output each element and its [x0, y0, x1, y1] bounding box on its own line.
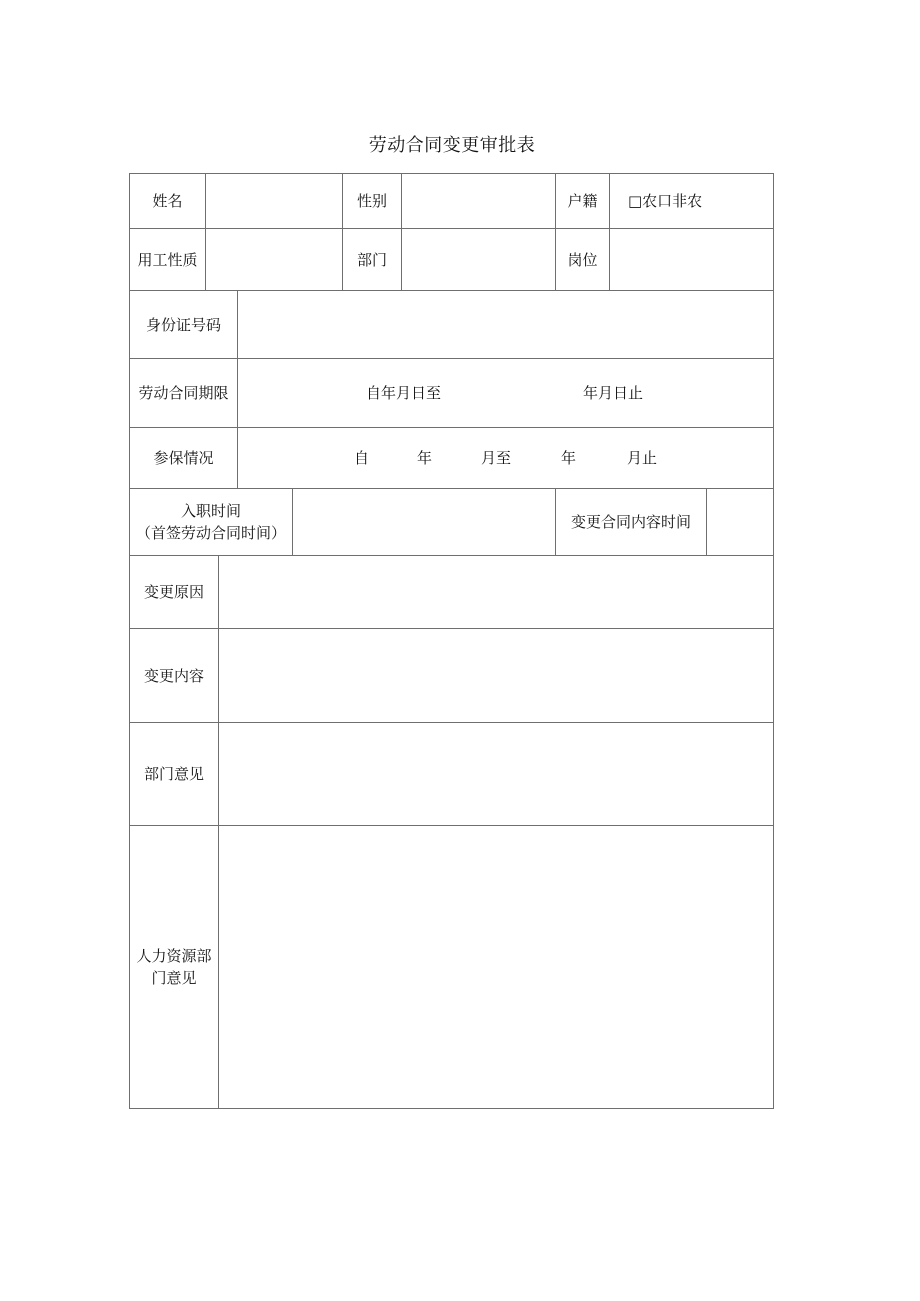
position-label: 岗位: [556, 229, 610, 291]
row-hr-opinion: [130, 826, 774, 1109]
row-dept-opinion: [130, 723, 774, 826]
row-change-reason: [130, 556, 774, 629]
gender-field[interactable]: [402, 174, 556, 229]
hr-opinion-label: [130, 826, 219, 1109]
name-field[interactable]: [206, 174, 343, 229]
insurance-from: 自: [354, 449, 370, 467]
entry-time-label: [130, 489, 293, 556]
entry-time-label-line2: （首签劳动合同时间）: [135, 524, 286, 542]
insurance-year-2: 年: [561, 449, 577, 467]
id-number-label: 身份证号码: [130, 291, 238, 359]
position-field[interactable]: [610, 229, 774, 291]
id-number-field[interactable]: [238, 291, 774, 359]
insurance-year-1: 年: [417, 449, 433, 467]
contract-term-from: 自年月日至: [366, 384, 442, 402]
row-contract-term: [130, 359, 774, 428]
row-id: [130, 291, 774, 359]
contract-term-field[interactable]: [238, 359, 774, 428]
change-time-label-text: 变更合同内容时间: [556, 489, 707, 555]
contract-change-form: [129, 173, 774, 1109]
insurance-month-end: 月止: [627, 449, 658, 467]
hukou-options[interactable]: □农口非农: [610, 174, 774, 229]
hr-opinion-label-line1: 人力资源部: [136, 947, 212, 965]
change-time-field[interactable]: [707, 489, 774, 555]
change-content-field[interactable]: [219, 629, 774, 723]
insurance-label: 参保情况: [130, 428, 238, 489]
entry-time-label-line1: 入职时间: [180, 502, 241, 520]
change-time-split: [556, 489, 773, 555]
row-personal: [130, 174, 774, 229]
employment-type-field[interactable]: [206, 229, 343, 291]
department-label: 部门: [343, 229, 402, 291]
hr-opinion-label-line2: 门意见: [151, 969, 197, 987]
change-time-label: [556, 489, 774, 556]
insurance-month-to: 月至: [481, 449, 512, 467]
change-content-label: 变更内容: [130, 629, 219, 723]
contract-term-to: 年月日止: [583, 384, 644, 402]
hr-opinion-field[interactable]: [219, 826, 774, 1109]
dept-opinion-label: 部门意见: [130, 723, 219, 826]
row-employment: [130, 229, 774, 291]
change-reason-label: 变更原因: [130, 556, 219, 629]
dept-opinion-field[interactable]: [219, 723, 774, 826]
row-entry-time: [130, 489, 774, 556]
hukou-label: 户籍: [556, 174, 610, 229]
employment-type-label: 用工性质: [130, 229, 206, 291]
department-field[interactable]: [402, 229, 556, 291]
contract-term-label: 劳动合同期限: [130, 359, 238, 428]
entry-time-field[interactable]: [293, 489, 556, 556]
insurance-field[interactable]: [238, 428, 774, 489]
name-label: 姓名: [130, 174, 206, 229]
row-change-content: [130, 629, 774, 723]
page-title: 劳动合同变更审批表: [368, 135, 536, 156]
gender-label: 性别: [343, 174, 402, 229]
change-reason-field[interactable]: [219, 556, 774, 629]
row-insurance: [130, 428, 774, 489]
